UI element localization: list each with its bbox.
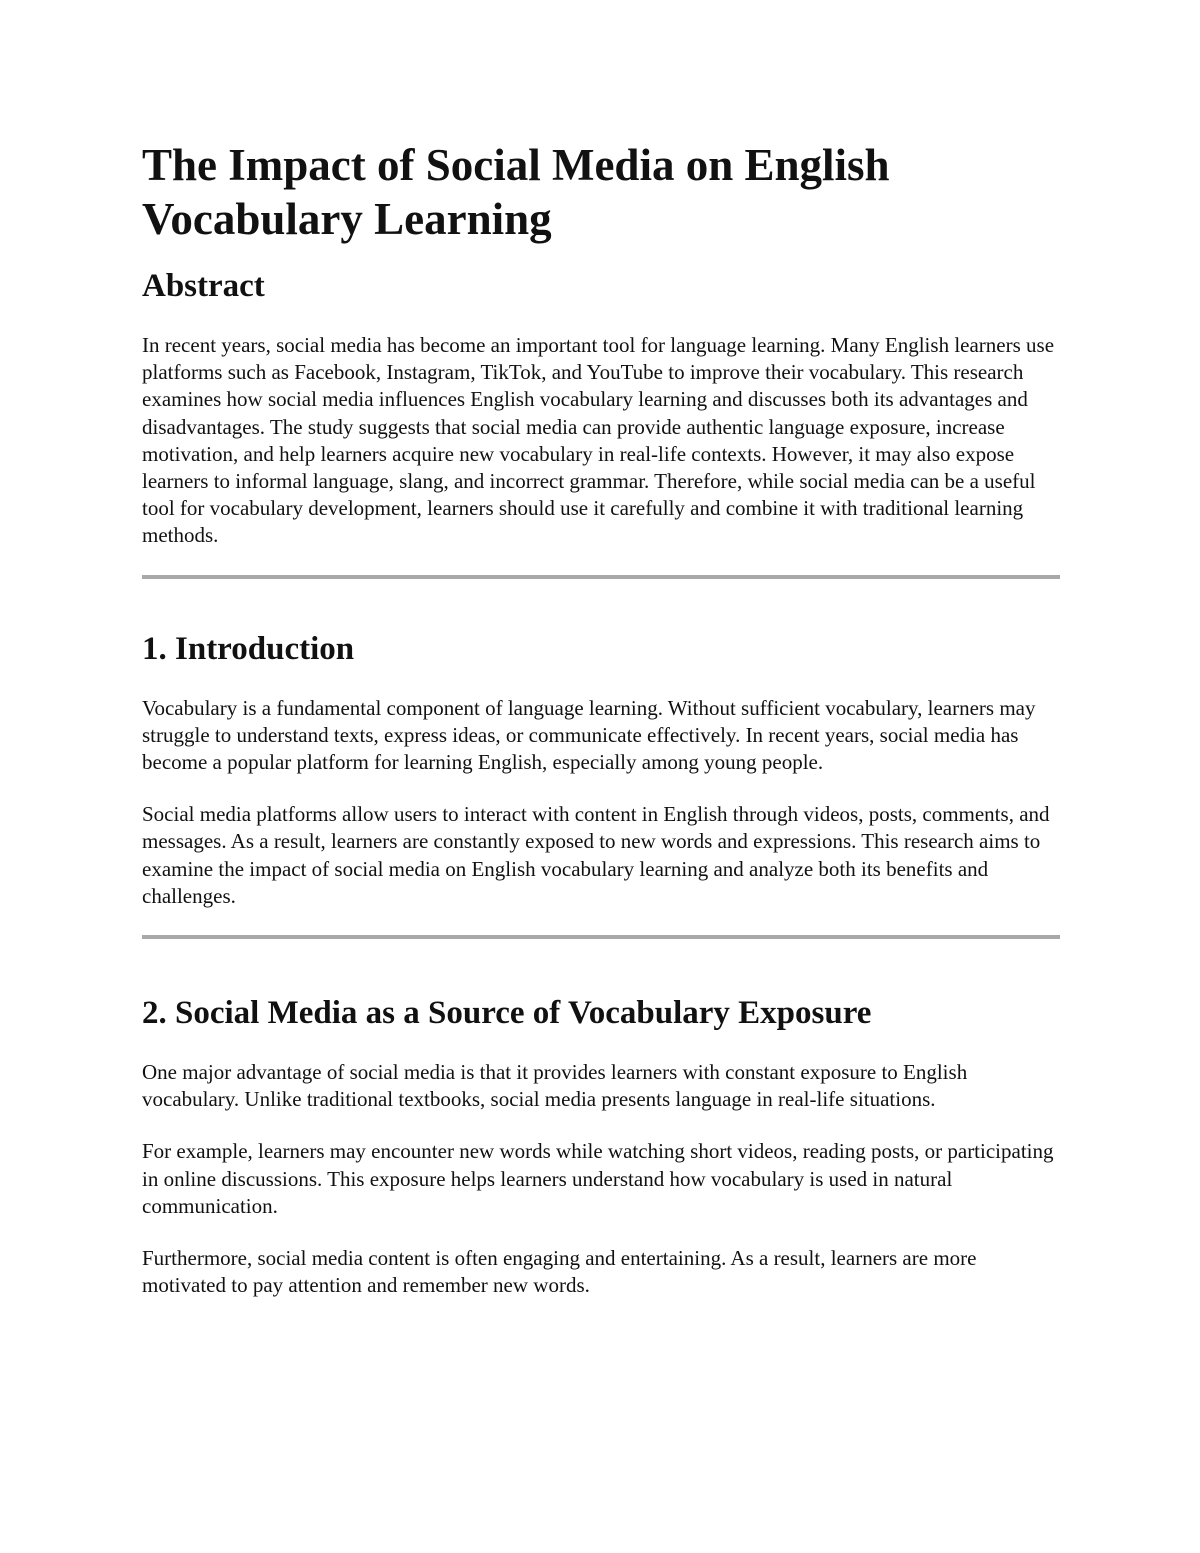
document-title: The Impact of Social Media on English Vocabulary Learning	[142, 140, 890, 244]
introduction-paragraph-2: Social media platforms allow users to interact with content in English through videos, posts, comments, and messages. As a result, learners are constantly exposed to new words and expressions. This research aims to examine the impact of social media on English vocabulary learning and analyze both its benefits and challenges.	[142, 802, 1050, 908]
abstract-paragraph: In recent years, social media has become an important tool for language learning. Many English learners use platforms such as Facebook, Instagram, TikTok, and YouTube to improve their vocabulary. This research examines how social media influences English vocabulary learning and discusses both its advantages and disadvantages. The study suggests that social media can provide authentic language exposure, increase motivation, and help learners acquire new vocabulary in real-life contexts. However, it may also expose learners to informal language, slang, and incorrect grammar. Therefore, while social media can be a useful tool for vocabulary development, learners should use it carefully and combine it with traditional learning methods.	[142, 333, 1055, 548]
abstract-heading: Abstract	[142, 268, 265, 304]
document-page	[142, 138, 1060, 1324]
introduction-section	[142, 629, 1060, 910]
vocabulary-exposure-paragraph-2: For example, learners may encounter new words while watching short videos, reading posts, or participating in online discussions. This exposure helps learners understand how vocabulary is used in natural communication.	[142, 1139, 1054, 1218]
section-divider	[142, 935, 1060, 939]
vocabulary-exposure-heading: 2. Social Media as a Source of Vocabulary Exposure	[142, 995, 872, 1032]
introduction-heading: 1. Introduction	[142, 630, 355, 667]
vocabulary-exposure-section	[142, 993, 1060, 1299]
section-divider	[142, 575, 1060, 579]
vocabulary-exposure-paragraph-3: Furthermore, social media content is often engaging and entertaining. As a result, learners are more motivated to pay attention and remember new words.	[142, 1246, 977, 1298]
vocabulary-exposure-paragraph-1: One major advantage of social media is that it provides learners with constant exposure to English vocabulary. Unlike traditional textbooks, social media presents language in real-life situations.	[142, 1060, 968, 1112]
abstract-section	[142, 266, 1060, 550]
introduction-paragraph-1: Vocabulary is a fundamental component of language learning. Without sufficient vocabulary, learners may struggle to understand texts, express ideas, or communicate effectively. In recent years, social media has become a popular platform for learning English, especially among young people.	[142, 695, 1036, 775]
